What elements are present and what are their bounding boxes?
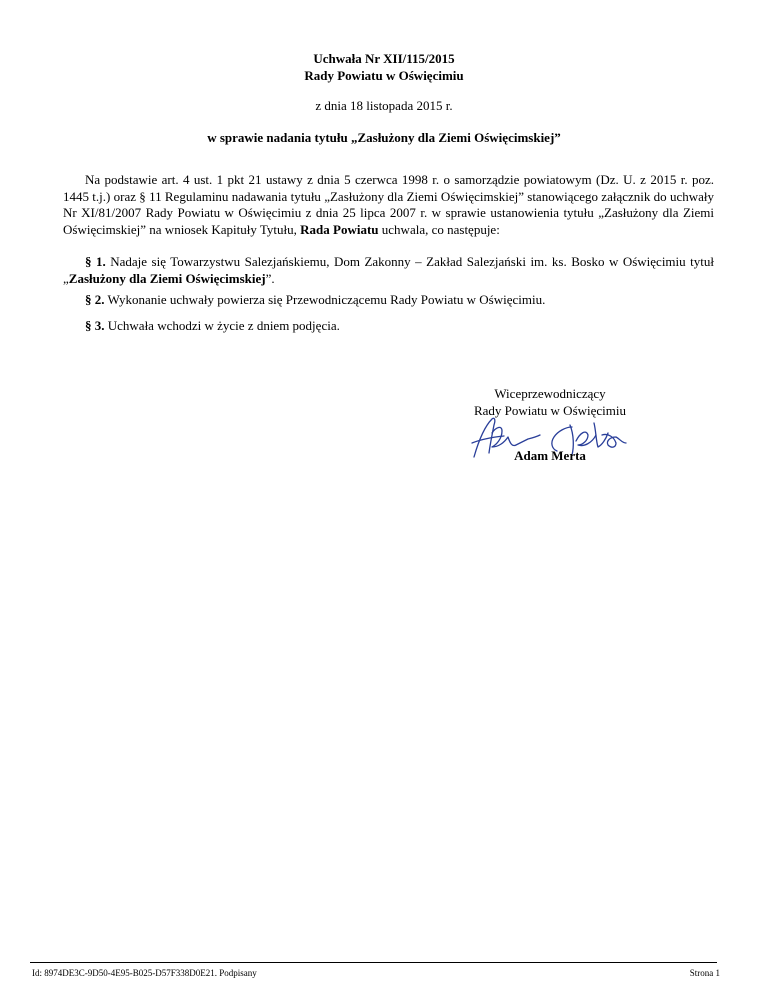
signatory-role: Wiceprzewodniczący <box>494 386 606 401</box>
resolution-number: Uchwała Nr XII/115/2015 <box>313 51 455 66</box>
legal-basis-end: uchwala, co następuje: <box>378 221 500 237</box>
resolution-date: z dnia 18 listopada 2015 r. <box>315 98 453 113</box>
page-number: Strona 1 <box>689 968 720 978</box>
section-1-bold: Zasłużony dla Ziemi Oświęcimskiej <box>68 270 266 286</box>
signatory-council: Rady Powiatu w Oświęcimiu <box>473 403 626 418</box>
section-2-text: Wykonanie uchwały powierza się Przewodniczącemu Rady Powiatu w Oświęcimiu. <box>104 292 546 307</box>
legal-basis-paragraph <box>63 172 714 238</box>
section-1-end: ”. <box>265 270 275 286</box>
section-1-text: Nadaje się Towarzystwu Salezjańskiemu, Dom Zakonny – Zakład Salezjański im. ks. Bosko w Oświęcimiu tytuł „ <box>63 254 714 286</box>
section-1-paragraph <box>63 254 714 287</box>
section-3-paragraph <box>63 318 714 335</box>
section-3-label: § 3. <box>85 318 105 333</box>
section-2-label: § 2. <box>85 292 105 307</box>
legal-basis-bold: Rada Powiatu <box>300 221 379 237</box>
council-name: Rady Powiatu w Oświęcimiu <box>304 68 464 83</box>
footer-divider <box>30 962 717 963</box>
section-3-text: Uchwała wchodzi w życie z dniem podjęcia. <box>104 318 340 333</box>
section-2-paragraph <box>63 292 714 309</box>
signatory-name: Adam Merta <box>514 448 586 463</box>
legal-basis-text: Na podstawie art. 4 ust. 1 pkt 21 ustawy z dnia 5 czerwca 1998 r. o samorządzie powiatowym (Dz. U. z 2015 r. poz. 1445 t.j.) oraz § 11 Regulaminu nadawania tytułu „Zasłużony dla Ziemi Oświęcimskiej” stanowiącego załącznik do uchwały Nr XI/81/2007 Rady Powiatu w Oświęcimiu z dnia 25 lipca 2007 r. w sprawie ustanowienia tytułu „Zasłużony dla Ziemi Oświęcimskiej” na wniosek Kapituły Tytułu, <box>63 172 714 237</box>
document-id: Id: 8974DE3C-9D50-4E95-B025-D57F338D0E21. Podpisany <box>32 968 257 978</box>
section-1-label: § 1. <box>85 254 106 269</box>
resolution-subject: w sprawie nadania tytułu „Zasłużony dla Ziemi Oświęcimskiej” <box>207 130 561 145</box>
